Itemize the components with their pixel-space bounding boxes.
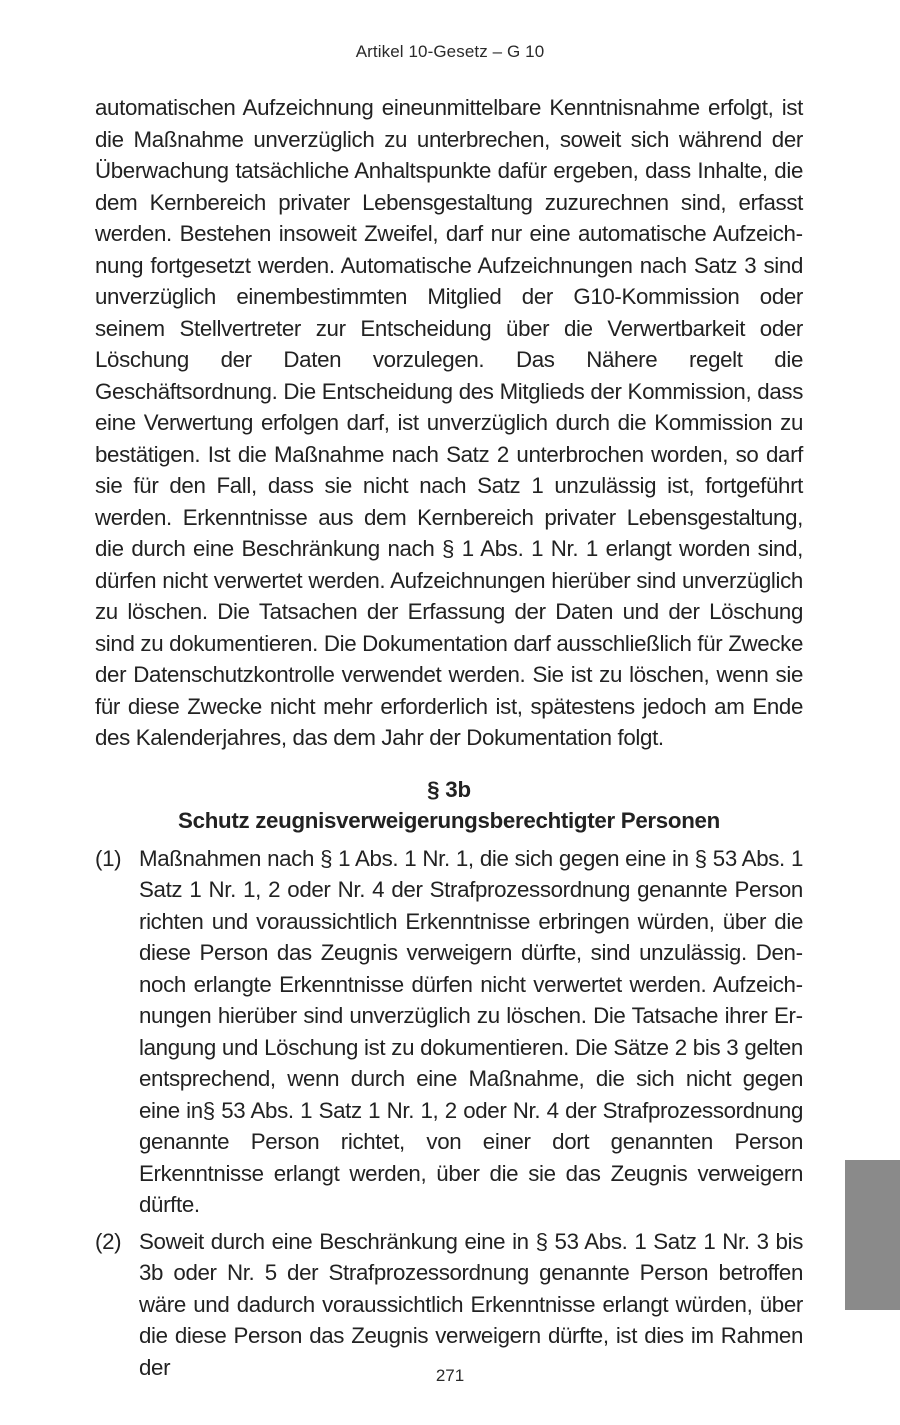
section-title: Schutz zeugnisverweigerungsberechtigter Personen: [178, 808, 720, 833]
page-number: 271: [435, 1366, 465, 1385]
subsection-1: [95, 843, 803, 1221]
subsection-marker: (2): [95, 1228, 122, 1254]
section-number: § 3b: [427, 776, 471, 802]
subsection-text: Soweit durch eine Beschränkung eine in § 53 Abs. 1 Satz 1 Nr. 3 bis 3b oder Nr. 5 der Strafprozessordnung genannte Person betroffen wäre und dadurch voraussichtlich Erkenntnisse erlangt würden, über die diese Person das Zeugnis verweigern dürfte, ist dies im Rahmen der: [139, 1228, 803, 1380]
chapter-thumb-tab: [845, 1160, 900, 1310]
subsection-text: Maßnahmen nach § 1 Abs. 1 Nr. 1, die sich gegen eine in § 53 Abs. 1 Satz 1 Nr. 1, 2 oder Nr. 4 der Strafprozessordnung genannte Person richten und voraussichtlich Erkenntnisse erbringen würden, über die diese Person das Zeugnis verweigern dürfte, sind unzulässig. Dennoch erlangte Erkenntnisse dürfen nicht verwertet werden. Aufzeichnungen hierüber sind unverzüglich zu löschen. Die Tatsache ihrer Erlangung und Löschung ist zu dokumentieren. Die Sätze 2 bis 3 gelten entsprechend, wenn durch eine Maßnahme, die sich nicht gegen eine in§ 53 Abs. 1 Satz 1 Nr. 1, 2 oder Nr. 4 der Strafprozessordnung genannte Person richtet, von einer dort genannten Person Erkenntnisse erlangt werden, über die sie das Zeugnis verweigern dürfte.: [139, 845, 803, 1217]
subsection-2: [95, 1226, 803, 1384]
subsection-marker: (1): [95, 845, 122, 871]
running-header: Artikel 10-Gesetz – G 10: [355, 42, 545, 61]
page-body: [95, 92, 803, 1383]
intro-paragraph: automatischen Aufzeichnung eineunmittelbare Kenntnisnahme erfolgt, ist die Maßnahme unverzüglich zu unterbrechen, soweit sich während der Überwachung tatsächliche Anhaltspunkte dafür ergeben, dass Inhalte, die dem Kernbereich privater Lebensgestaltung zuzurechnen sind, erfasst werden. Bestehen insoweit Zweifel, darf nur eine automatische Aufzeichnung fortgesetzt werden. Automatische Aufzeichnungen nach Satz 3 sind unverzüglich einembestimmten Mitglied der G10-Kommission oder seinem Stellvertreter zur Entscheidung über die Verwertbarkeit oder Löschung der Daten vorzulegen. Das Nähere regelt die Geschäftsordnung. Die Entscheidung des Mitglieds der Kommission, dass eine Verwertung erfolgen darf, ist unverzüglich durch die Kommission zu bestätigen. Ist die Maßnahme nach Satz 2 unterbrochen worden, so darf sie für den Fall, dass sie nicht nach Satz 1 unzulässig ist, fortgeführt werden. Erkenntnisse aus dem Kernbereich privater Lebensgestaltung, die durch eine Beschränkung nach § 1 Abs. 1 Nr. 1 erlangt worden sind, dürfen nicht verwertet werden. Aufzeichnungen hierüber sind unverzüglich zu löschen. Die Tatsachen der Erfassung der Daten und der Löschung sind zu dokumentieren. Die Dokumentation darf ausschließlich für Zwecke der Datenschutzkontrolle verwendet werden. Sie ist zu löschen, wenn sie für diese Zwecke nicht mehr erforderlich ist, spätestens jedoch am Ende des Kalenderjahres, das dem Jahr der Dokumentation folgt.: [95, 95, 803, 750]
